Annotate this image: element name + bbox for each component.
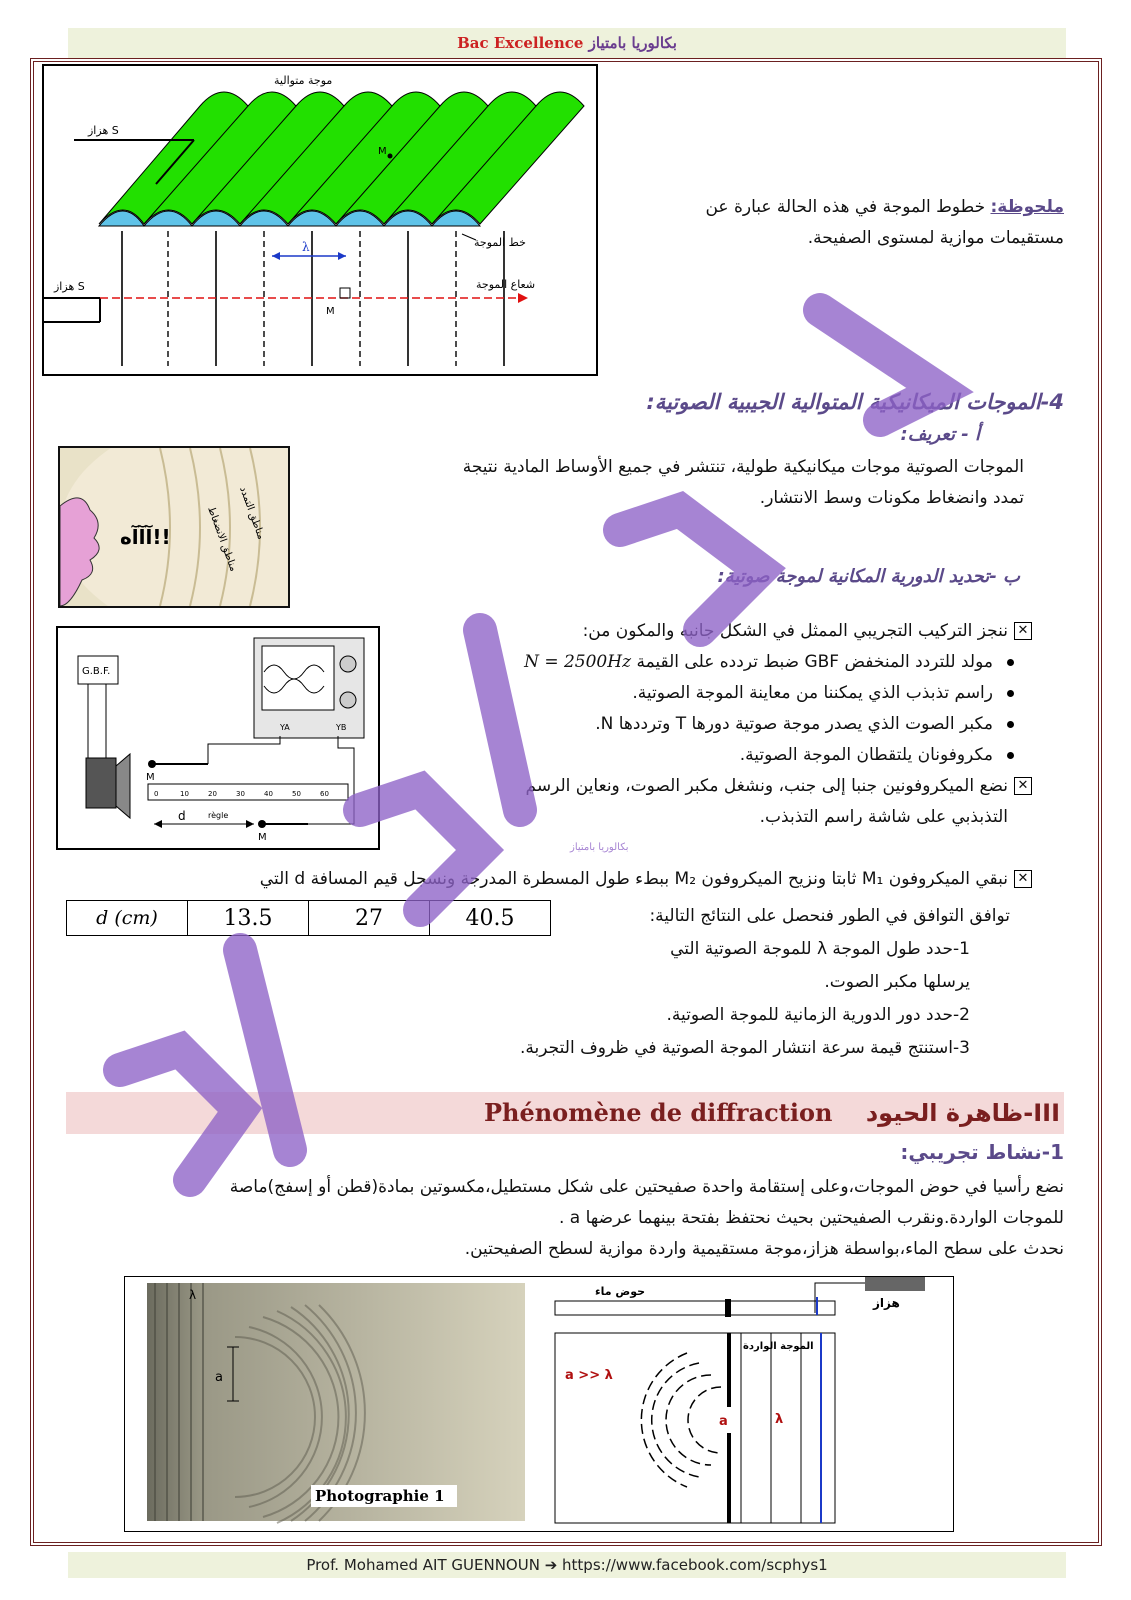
- bullet3: مكبر الصوت الذي يصدر موجة صوتية دورها T وترددها N.: [392, 709, 1032, 740]
- wave-ray-label: شعاع الموجة: [476, 278, 536, 291]
- yb-label: YB: [336, 723, 347, 732]
- bullet2: راسم تذبذب الذي يمكننا من معاينة الموجة الصوتية.: [392, 678, 1032, 709]
- setup-figure: [56, 626, 380, 850]
- lambda-label: λ: [302, 240, 310, 254]
- speech-ahh: آآآه!!: [120, 525, 171, 549]
- q1-line2: يرسلها مكبر الصوت.: [824, 972, 970, 992]
- speech-stretch: مناطق التمدد: [237, 485, 267, 541]
- note-line2: مستقيمات موازية لمستوى الصفيحة.: [807, 228, 1064, 248]
- table-cell: 40.5: [430, 901, 551, 936]
- table-cell: 13.5: [188, 901, 309, 936]
- ya-label: YA: [280, 723, 290, 732]
- table-header: d (cm): [67, 901, 188, 936]
- experiment-list: [392, 616, 1032, 833]
- q2: 2-حدد دور الدورية الزمانية للموجة الصوتية.: [666, 1005, 970, 1025]
- wave-diagram: [44, 66, 596, 374]
- table-cell: 27: [309, 901, 430, 936]
- tick-20: 20: [208, 790, 217, 798]
- bullet4: مكروفونان يلتقطان الموجة الصوتية.: [392, 740, 1032, 771]
- point-m-top: M: [378, 146, 387, 157]
- item1: ✕ننجز التركيب التجريبي الممثل في الشكل جانبه والمكون من:: [392, 616, 1032, 647]
- wave-line-label: خط الموجة: [474, 236, 526, 249]
- bullet1: مولد للتردد المنخفض GBF ضبط تردده على القيمة N = 2500Hz: [392, 647, 1032, 678]
- item3-cont: توافق التوافق في الطور فنحصل على النتائج التالية:: [649, 906, 1010, 926]
- wave-figure: [42, 64, 598, 376]
- header-ar: بكالوريا بامتياز: [588, 34, 677, 52]
- watermark-text: بكالوريا بامتياز: [570, 842, 629, 853]
- mic-m2-label: M: [258, 832, 267, 843]
- gbf-label: G.B.F.: [82, 666, 111, 677]
- cond-label: a >> λ: [565, 1368, 613, 1383]
- tick-50: 50: [292, 790, 301, 798]
- item2: ✕نضع الميكروفونين جنبا إلى جنب، ونشغل مكبر الصوت، ونعاين الرسم: [392, 771, 1032, 802]
- source-bottom-label: هزاز S: [54, 280, 85, 293]
- note-label: ملحوظة:: [990, 197, 1064, 217]
- section3-title-fr: Phénomène de diffraction: [483, 1098, 833, 1127]
- p2: نحدث على سطح الماء،بواسطة هزاز،موجة مستقيمية واردة موازية لسطح الصفيحتين.: [464, 1239, 1064, 1259]
- page-footer: Prof. Mohamed AIT GUENNOUN ➔ https://www.facebook.com/scphys1: [68, 1552, 1066, 1578]
- section3-paragraph: [70, 1172, 1064, 1265]
- note-block: [606, 192, 1064, 254]
- questions: [400, 900, 1010, 1065]
- p1-line1: نضع رأسيا في حوض الموجات،وعلى إستقامة واحدة صفيحتين على شكل مستطيل،مكسوتين بمادة(قطن أو إسفج)ماصة: [229, 1177, 1064, 1197]
- point-m-bottom: M: [326, 306, 335, 317]
- section3-title-ar: III-ظاهرة الحيود: [865, 1099, 1060, 1127]
- section4-a-title: أ - تعريف:: [900, 424, 980, 445]
- tank-label: حوض ماء: [595, 1285, 646, 1298]
- tick-60: 60: [320, 790, 329, 798]
- tick-10: 10: [180, 790, 189, 798]
- bullet1-eq: N = 2500Hz: [524, 652, 632, 672]
- section3-title: [480, 1092, 1060, 1134]
- note-line1: خطوط الموجة في هذه الحالة عبارة عن: [705, 197, 986, 217]
- def-line2: تمدد وانضغاط مكونات وسط الانتشار.: [759, 488, 1024, 508]
- section4-title: 4-الموجات الميكانيكية المتوالية الجيبية الصوتية:: [646, 390, 1064, 414]
- diffraction-diagram: [125, 1277, 951, 1529]
- diffraction-figure: [124, 1276, 954, 1532]
- def-line1: الموجات الصوتية موجات ميكانيكية طولية، تنتشر في جميع الأوساط المادية نتيجة: [462, 457, 1024, 477]
- definition: [300, 452, 1024, 514]
- q1-line1: 1-حدد طول الموجة λ للموجة الصوتية التي: [670, 939, 970, 959]
- wave-label-top: موجة متوالية: [274, 74, 333, 87]
- item3: ✕نبقي الميكروفون M₁ ثابتا ونزيح الميكروفون M₂ ببطء طول المسطرة المدرجة ونسجل قيم المسافة d التي: [60, 864, 1032, 895]
- section4-b-title: ب -تحديد الدورية المكانية لموجة صوتية:: [717, 566, 1020, 587]
- source-top-label: هزاز S: [88, 124, 119, 137]
- mic-m1-label: M: [146, 772, 155, 783]
- p1-line2: للموجات الواردة.ونقرب الصفيحتين بحيث نحتفظ بفتحة بينهما عرضها a .: [558, 1208, 1064, 1228]
- header-en: Bac Excellence: [457, 34, 584, 52]
- tick-0: 0: [154, 790, 159, 798]
- section3-sub1: 1-نشاط تجريبي:: [900, 1140, 1064, 1164]
- photo-lambda-label: λ: [189, 1288, 197, 1302]
- page-header: [68, 28, 1066, 58]
- item2-line2: التذبذبي على شاشة راسم التذبذب.: [759, 807, 1008, 827]
- photo-caption: Photographie 1: [315, 1487, 445, 1505]
- vibrator-label: هزاز: [873, 1296, 900, 1310]
- regle-label: règle: [208, 811, 229, 820]
- speech-figure: [58, 446, 290, 608]
- tick-30: 30: [236, 790, 245, 798]
- tick-40: 40: [264, 790, 273, 798]
- tank-lambda-label: λ: [775, 1412, 784, 1427]
- photo-a-label: a: [215, 1370, 223, 1385]
- incident-label: الموجة الواردة: [743, 1341, 814, 1352]
- d-label: d: [178, 809, 186, 823]
- speech-compress: مناطق الانضغاط: [205, 505, 239, 573]
- tank-a-label: a: [719, 1414, 728, 1429]
- q3: 3-استنتج قيمة سرعة انتشار الموجة الصوتية في ظروف التجربة.: [520, 1038, 970, 1058]
